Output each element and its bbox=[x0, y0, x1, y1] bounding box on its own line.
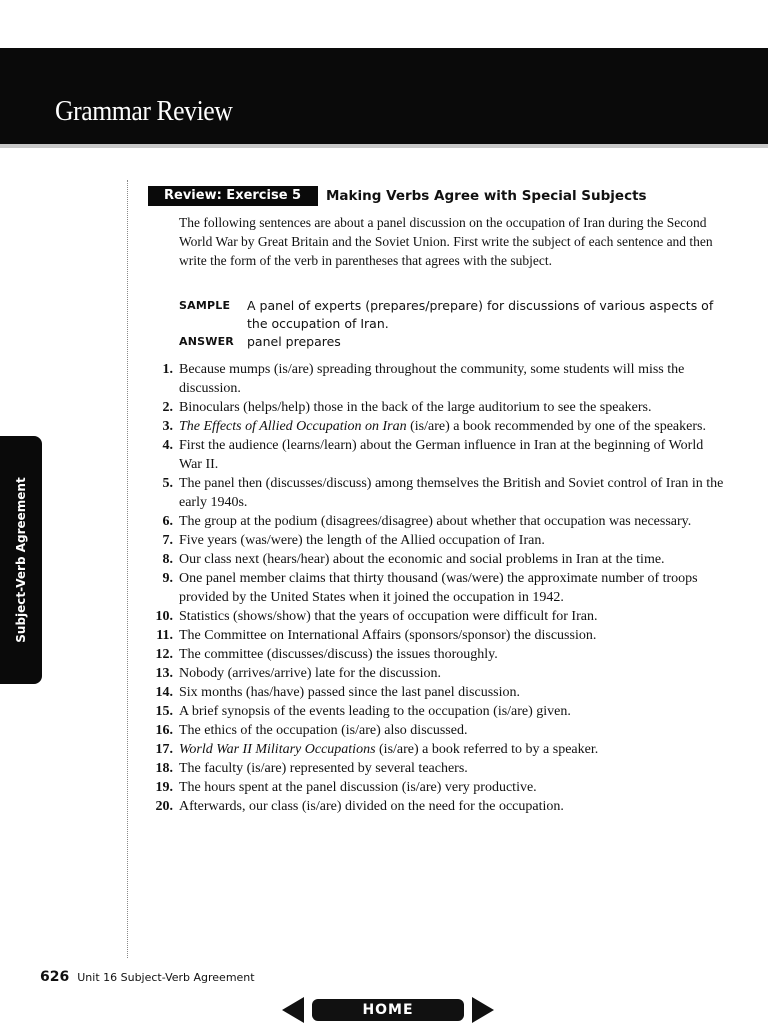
list-item bbox=[145, 436, 725, 474]
item-italic-title: The Effects of Allied Occupation on Iran bbox=[179, 419, 407, 434]
list-item bbox=[145, 702, 725, 721]
item-text bbox=[179, 759, 725, 778]
list-item bbox=[145, 417, 725, 436]
list-item bbox=[145, 474, 725, 512]
list-item bbox=[145, 778, 725, 797]
item-number: 9. bbox=[162, 571, 173, 586]
item-sentence: Nobody (arrives/arrive) late for the discussion. bbox=[179, 666, 442, 681]
item-sentence: Five years (was/were) the length of the Allied occupation of Iran. bbox=[179, 533, 545, 548]
item-text bbox=[179, 721, 725, 740]
item-number: 12. bbox=[155, 647, 173, 662]
item-sentence: Statistics (shows/show) that the years of occupation were difficult for Iran. bbox=[179, 609, 598, 624]
header-rule bbox=[0, 144, 768, 148]
item-number: 3. bbox=[162, 419, 173, 434]
item-sentence: The faculty (is/are) represented by several teachers. bbox=[179, 761, 468, 776]
answer-label: ANSWER bbox=[179, 335, 234, 348]
exercise-badge: Review: Exercise 5 bbox=[148, 186, 318, 206]
page-number: 626 bbox=[40, 969, 70, 985]
list-item bbox=[145, 797, 725, 816]
exercise-title: Making Verbs Agree with Special Subjects bbox=[326, 188, 647, 204]
item-text bbox=[179, 797, 725, 816]
item-text bbox=[179, 417, 725, 436]
item-sentence: Binoculars (helps/help) those in the back of the large auditorium to see the speakers. bbox=[179, 400, 652, 415]
item-sentence: (is/are) a book recommended by one of the speakers. bbox=[406, 419, 706, 434]
list-item bbox=[145, 512, 725, 531]
item-number: 10. bbox=[155, 609, 173, 624]
item-text bbox=[179, 626, 725, 645]
item-text bbox=[179, 664, 725, 683]
item-text bbox=[179, 512, 725, 531]
exercise-instructions: The following sentences are about a panel discussion on the occupation of Iran during the Second World War by Great Britain and the Soviet Union. First write the subject of each sentence and then write the form of the verb in parentheses that agrees with the subject. bbox=[179, 215, 713, 268]
item-sentence: Because mumps (is/are) spreading throughout the community, some students will miss the discussion. bbox=[179, 362, 685, 396]
item-text bbox=[179, 778, 725, 797]
item-sentence: (is/are) a book referred to by a speaker. bbox=[375, 742, 599, 757]
list-item bbox=[145, 645, 725, 664]
side-tab-label: Subject-Verb Agreement bbox=[14, 477, 28, 643]
exercise-heading bbox=[148, 186, 647, 206]
item-text bbox=[179, 474, 725, 512]
home-button[interactable]: HOME bbox=[312, 999, 464, 1021]
item-sentence: First the audience (learns/learn) about the German influence in Iran at the beginning of World War II. bbox=[179, 438, 704, 472]
item-text bbox=[179, 550, 725, 569]
item-number: 7. bbox=[162, 533, 173, 548]
item-text bbox=[179, 360, 725, 398]
item-sentence: Six months (has/have) passed since the last panel discussion. bbox=[179, 685, 520, 700]
item-number: 16. bbox=[155, 723, 173, 738]
item-sentence: The group at the podium (disagrees/disagree) about whether that occupation was necessary. bbox=[179, 514, 692, 529]
sample-row bbox=[179, 297, 719, 333]
item-text bbox=[179, 569, 725, 607]
list-item bbox=[145, 398, 725, 417]
margin-dotted-rule bbox=[127, 180, 128, 958]
item-italic-title: World War II Military Occupations bbox=[179, 742, 376, 757]
item-sentence: Afterwards, our class (is/are) divided on the need for the occupation. bbox=[179, 799, 564, 814]
previous-page-arrow-icon[interactable] bbox=[282, 997, 304, 1023]
item-text bbox=[179, 645, 725, 664]
item-text bbox=[179, 531, 725, 550]
header-bar bbox=[0, 48, 768, 144]
next-page-arrow-icon[interactable] bbox=[472, 997, 494, 1023]
item-text bbox=[179, 436, 725, 474]
item-number: 13. bbox=[155, 666, 173, 681]
item-sentence: The panel then (discusses/discuss) among themselves the British and Soviet control of Iran in the early 1940s. bbox=[179, 476, 724, 510]
list-item bbox=[145, 759, 725, 778]
list-item bbox=[145, 360, 725, 398]
list-item bbox=[145, 683, 725, 702]
list-item bbox=[145, 607, 725, 626]
list-item bbox=[145, 664, 725, 683]
page-title: Grammar Review bbox=[55, 96, 233, 127]
item-sentence: A brief synopsis of the events leading to the occupation (is/are) given. bbox=[179, 704, 571, 719]
item-sentence: One panel member claims that thirty thousand (was/were) the approximate number of troops provided by the United States when it joined the occupation in 1942. bbox=[179, 571, 698, 605]
page-footer bbox=[40, 969, 255, 985]
item-number: 18. bbox=[155, 761, 173, 776]
item-sentence: The hours spent at the panel discussion (is/are) very productive. bbox=[179, 780, 537, 795]
item-number: 5. bbox=[162, 476, 173, 491]
list-item bbox=[145, 531, 725, 550]
item-number: 6. bbox=[162, 514, 173, 529]
sample-block bbox=[179, 297, 719, 351]
item-number: 11. bbox=[156, 628, 173, 643]
item-text bbox=[179, 740, 725, 759]
item-sentence: The ethics of the occupation (is/are) also discussed. bbox=[179, 723, 468, 738]
item-text bbox=[179, 398, 725, 417]
sample-text: A panel of experts (prepares/prepare) for discussions of various aspects of the occupation of Iran. bbox=[247, 298, 714, 331]
item-number: 15. bbox=[155, 704, 173, 719]
item-number: 8. bbox=[162, 552, 173, 567]
page-navigation bbox=[282, 995, 502, 1024]
item-number: 2. bbox=[162, 400, 173, 415]
item-number: 1. bbox=[162, 362, 173, 377]
exercise-items bbox=[145, 360, 725, 816]
item-sentence: The committee (discusses/discuss) the issues thoroughly. bbox=[179, 647, 498, 662]
item-number: 19. bbox=[155, 780, 173, 795]
item-sentence: Our class next (hears/hear) about the economic and social problems in Iran at the time. bbox=[179, 552, 665, 567]
item-number: 14. bbox=[155, 685, 173, 700]
item-number: 17. bbox=[155, 742, 173, 757]
item-text bbox=[179, 702, 725, 721]
item-sentence: The Committee on International Affairs (sponsors/sponsor) the discussion. bbox=[179, 628, 597, 643]
answer-text: panel prepares bbox=[247, 334, 341, 349]
list-item bbox=[145, 626, 725, 645]
list-item bbox=[145, 740, 725, 759]
unit-label: Unit 16 Subject-Verb Agreement bbox=[77, 971, 255, 984]
item-text bbox=[179, 607, 725, 626]
list-item bbox=[145, 569, 725, 607]
list-item bbox=[145, 550, 725, 569]
list-item bbox=[145, 721, 725, 740]
sample-label: SAMPLE bbox=[179, 299, 231, 312]
item-text bbox=[179, 683, 725, 702]
item-number: 20. bbox=[155, 799, 173, 814]
answer-row bbox=[179, 333, 719, 351]
item-number: 4. bbox=[162, 438, 173, 453]
